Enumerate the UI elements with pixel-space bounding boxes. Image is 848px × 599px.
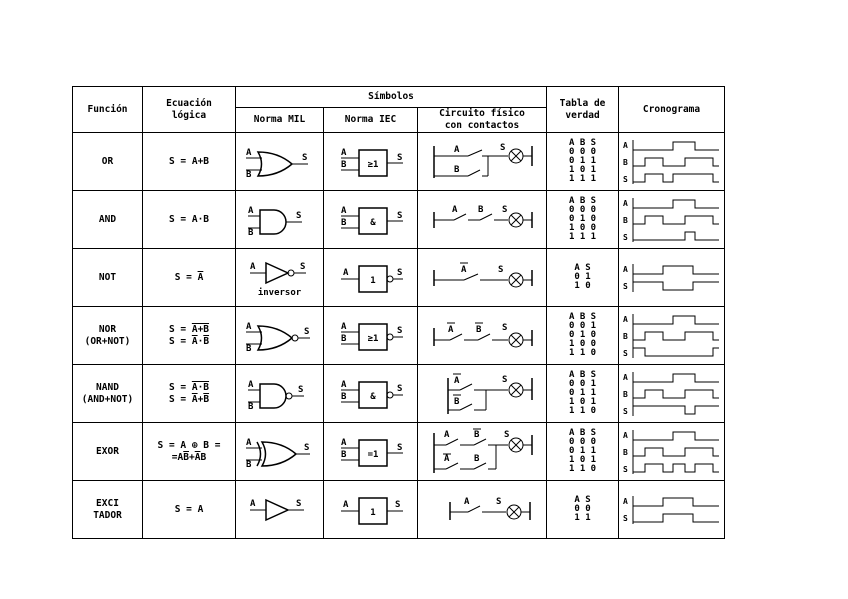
label-a: A bbox=[622, 314, 628, 324]
label-s: S bbox=[299, 261, 305, 272]
label-a-negated: A bbox=[448, 324, 454, 335]
label-a: A bbox=[622, 372, 628, 382]
timing-diagram bbox=[619, 133, 725, 191]
and-gate-iec bbox=[331, 200, 411, 240]
or-gate-mil bbox=[240, 142, 320, 182]
label-a: A bbox=[444, 429, 450, 440]
label-s: S bbox=[396, 210, 402, 221]
label-s: S bbox=[622, 464, 628, 474]
header-norma-iec: Norma IEC bbox=[324, 108, 418, 133]
mil-symbol bbox=[236, 423, 324, 481]
label-a: A bbox=[454, 144, 460, 155]
label-a: A bbox=[340, 147, 346, 158]
row-or bbox=[73, 133, 725, 191]
or-timing bbox=[623, 138, 721, 186]
label-a: A bbox=[340, 379, 346, 390]
label-b: B bbox=[340, 333, 346, 344]
label-s: S bbox=[622, 281, 628, 291]
iec-label: & bbox=[369, 217, 376, 228]
contact-circuit bbox=[418, 191, 547, 249]
label-a: A bbox=[622, 496, 628, 506]
iec-symbol bbox=[324, 365, 418, 423]
label-s: S bbox=[396, 152, 402, 163]
label-b: B bbox=[247, 227, 253, 238]
contact-circuit bbox=[418, 133, 547, 191]
exor-circuit bbox=[424, 427, 540, 477]
label-s: S bbox=[622, 406, 628, 416]
header-circuito: Circuito físico con contactos bbox=[418, 108, 547, 133]
iec-label: 1 bbox=[369, 275, 376, 286]
label-s: S bbox=[297, 384, 303, 395]
label-s: S bbox=[622, 348, 628, 358]
mil-symbol bbox=[236, 481, 324, 539]
label-a-negated: A bbox=[454, 375, 460, 386]
label-b: B bbox=[478, 204, 484, 215]
nor-circuit bbox=[424, 314, 540, 358]
exor-gate-mil bbox=[240, 432, 320, 472]
mil-symbol bbox=[236, 133, 324, 191]
truth-table: A B S 0 0 0 0 1 1 1 0 1 1 1 0 bbox=[547, 423, 619, 481]
contact-circuit bbox=[418, 423, 547, 481]
label-a: A bbox=[249, 261, 255, 272]
label-b: B bbox=[245, 169, 251, 180]
header-ecuacion: Ecuación lógica bbox=[143, 87, 236, 133]
header-tabla: Tabla de verdad bbox=[547, 87, 619, 133]
timing-diagram bbox=[619, 365, 725, 423]
label-b: B bbox=[247, 401, 253, 412]
nor-timing bbox=[623, 312, 721, 360]
label-a-negated: A bbox=[444, 453, 450, 464]
label-b: B bbox=[622, 157, 628, 167]
label-a: A bbox=[622, 198, 628, 208]
label-a: A bbox=[622, 430, 628, 440]
label-s: S bbox=[502, 204, 508, 215]
equation: S = A·B bbox=[143, 191, 236, 249]
label-s: S bbox=[303, 442, 309, 453]
label-b-negated: B bbox=[454, 396, 460, 407]
label-s: S bbox=[622, 174, 628, 184]
label-b: B bbox=[340, 159, 346, 170]
truth-table: A S 0 0 1 1 bbox=[547, 481, 619, 539]
label-s: S bbox=[396, 325, 402, 336]
label-b: B bbox=[622, 331, 628, 341]
mil-symbol bbox=[236, 249, 324, 307]
nor-gate-iec bbox=[331, 316, 411, 356]
inversor-label: inversor bbox=[257, 287, 302, 298]
function-name: EXOR bbox=[73, 423, 143, 481]
not-gate-mil bbox=[240, 257, 320, 289]
header-cronograma: Cronograma bbox=[619, 87, 725, 133]
mil-symbol bbox=[236, 191, 324, 249]
label-s: S bbox=[496, 496, 502, 507]
or-circuit bbox=[424, 140, 540, 184]
equation: S = A bbox=[143, 481, 236, 539]
label-s: S bbox=[394, 499, 400, 510]
iec-symbol bbox=[324, 423, 418, 481]
truth-table: A S 0 1 1 0 bbox=[547, 249, 619, 307]
label-a: A bbox=[622, 264, 628, 274]
truth-table: A B S 0 0 1 0 1 0 1 0 0 1 1 0 bbox=[547, 307, 619, 365]
timing-diagram bbox=[619, 191, 725, 249]
label-a: A bbox=[245, 147, 251, 158]
label-s: S bbox=[502, 374, 508, 385]
label-s: S bbox=[504, 429, 510, 440]
buffer-circuit bbox=[424, 490, 540, 530]
label-a: A bbox=[245, 321, 251, 332]
exor-timing bbox=[623, 428, 721, 476]
row-nor bbox=[73, 307, 725, 365]
buffer-gate-mil bbox=[240, 494, 320, 526]
label-s: S bbox=[301, 152, 307, 163]
function-name: OR bbox=[73, 133, 143, 191]
timing-diagram bbox=[619, 307, 725, 365]
or-gate-iec bbox=[331, 142, 411, 182]
iec-symbol bbox=[324, 249, 418, 307]
equation: $S = \overline{A}$ bbox=[143, 249, 236, 307]
mil-symbol bbox=[236, 365, 324, 423]
label-b-negated: B bbox=[474, 429, 480, 440]
label-s: S bbox=[396, 383, 402, 394]
label-b: B bbox=[340, 391, 346, 402]
label-b: B bbox=[454, 164, 460, 175]
label-s: S bbox=[295, 498, 301, 509]
row-not bbox=[73, 249, 725, 307]
equation: S = A+B $S = \overline{A}\cdot\overline{B}$ bbox=[143, 307, 236, 365]
label-b: B bbox=[340, 449, 346, 460]
contact-circuit bbox=[418, 307, 547, 365]
label-b: B bbox=[622, 389, 628, 399]
label-a: A bbox=[464, 496, 470, 507]
label-a: A bbox=[247, 379, 253, 390]
truth-table: A B S 0 0 0 0 1 0 1 0 0 1 1 1 bbox=[547, 191, 619, 249]
mil-symbol bbox=[236, 307, 324, 365]
label-a: A bbox=[340, 437, 346, 448]
label-a: A bbox=[342, 499, 348, 510]
contact-circuit bbox=[418, 249, 547, 307]
timing-diagram bbox=[619, 481, 725, 539]
header-funcion: Función bbox=[73, 87, 143, 133]
nand-gate-mil bbox=[240, 374, 320, 414]
equation: S = A+B bbox=[143, 133, 236, 191]
label-s: S bbox=[396, 267, 402, 278]
nor-gate-mil bbox=[240, 316, 320, 356]
not-circuit bbox=[424, 256, 540, 300]
row-nand bbox=[73, 365, 725, 423]
label-s: S bbox=[295, 210, 301, 221]
not-gate-iec bbox=[331, 258, 411, 298]
label-s: S bbox=[622, 232, 628, 242]
logic-functions-table bbox=[72, 86, 725, 539]
label-a-negated: A bbox=[461, 264, 467, 275]
exor-gate-iec bbox=[331, 432, 411, 472]
not-timing bbox=[623, 262, 721, 294]
label-b: B bbox=[245, 459, 251, 470]
and-circuit bbox=[424, 198, 540, 242]
timing-diagram bbox=[619, 423, 725, 481]
timing-diagram bbox=[619, 249, 725, 307]
header-norma-mil: Norma MIL bbox=[236, 108, 324, 133]
iec-symbol bbox=[324, 481, 418, 539]
iec-label: 1 bbox=[369, 507, 376, 518]
label-b: B bbox=[245, 343, 251, 354]
iec-symbol bbox=[324, 307, 418, 365]
nand-timing bbox=[623, 370, 721, 418]
iec-label: ≥1 bbox=[367, 333, 378, 344]
label-s: S bbox=[622, 513, 628, 523]
nand-circuit bbox=[424, 370, 540, 418]
label-a: A bbox=[247, 205, 253, 216]
contact-circuit bbox=[418, 365, 547, 423]
function-name: EXCI TADOR bbox=[73, 481, 143, 539]
label-s: S bbox=[500, 142, 506, 153]
label-b: B bbox=[340, 217, 346, 228]
equation: S = A ⊕ B = $=A\overline{B}+\overline{A}B$ bbox=[143, 423, 236, 481]
and-gate-mil bbox=[240, 200, 320, 240]
contact-circuit bbox=[418, 481, 547, 539]
label-a: A bbox=[340, 205, 346, 216]
iec-label: & bbox=[369, 391, 376, 402]
label-b: B bbox=[622, 447, 628, 457]
row-exor bbox=[73, 423, 725, 481]
label-b: B bbox=[474, 453, 480, 464]
and-timing bbox=[623, 196, 721, 244]
label-a: A bbox=[340, 321, 346, 332]
buffer-gate-iec bbox=[331, 490, 411, 530]
function-name: NOT bbox=[73, 249, 143, 307]
label-s: S bbox=[498, 264, 504, 275]
buffer-timing bbox=[623, 494, 721, 526]
equation: S = A·B $S = \overline{A}+\overline{B}$ bbox=[143, 365, 236, 423]
function-name: AND bbox=[73, 191, 143, 249]
label-s: S bbox=[303, 326, 309, 337]
header-simbolos: Símbolos bbox=[236, 87, 547, 108]
iec-label: ≥1 bbox=[367, 159, 378, 170]
label-b-negated: B bbox=[476, 324, 482, 335]
function-name: NAND (AND+NOT) bbox=[73, 365, 143, 423]
label-a: A bbox=[622, 140, 628, 150]
row-excitador bbox=[73, 481, 725, 539]
iec-label: =1 bbox=[367, 449, 378, 460]
nand-gate-iec bbox=[331, 374, 411, 414]
function-name: NOR (OR+NOT) bbox=[73, 307, 143, 365]
iec-symbol bbox=[324, 191, 418, 249]
label-s: S bbox=[502, 322, 508, 333]
label-a: A bbox=[452, 204, 458, 215]
label-b: B bbox=[622, 215, 628, 225]
truth-table: A B S 0 0 1 0 1 1 1 0 1 1 1 0 bbox=[547, 365, 619, 423]
iec-symbol bbox=[324, 133, 418, 191]
label-a: A bbox=[342, 267, 348, 278]
row-and bbox=[73, 191, 725, 249]
label-s: S bbox=[396, 442, 402, 453]
label-a: A bbox=[245, 437, 251, 448]
label-a: A bbox=[249, 498, 255, 509]
truth-table: A B S 0 0 0 0 1 1 1 0 1 1 1 1 bbox=[547, 133, 619, 191]
